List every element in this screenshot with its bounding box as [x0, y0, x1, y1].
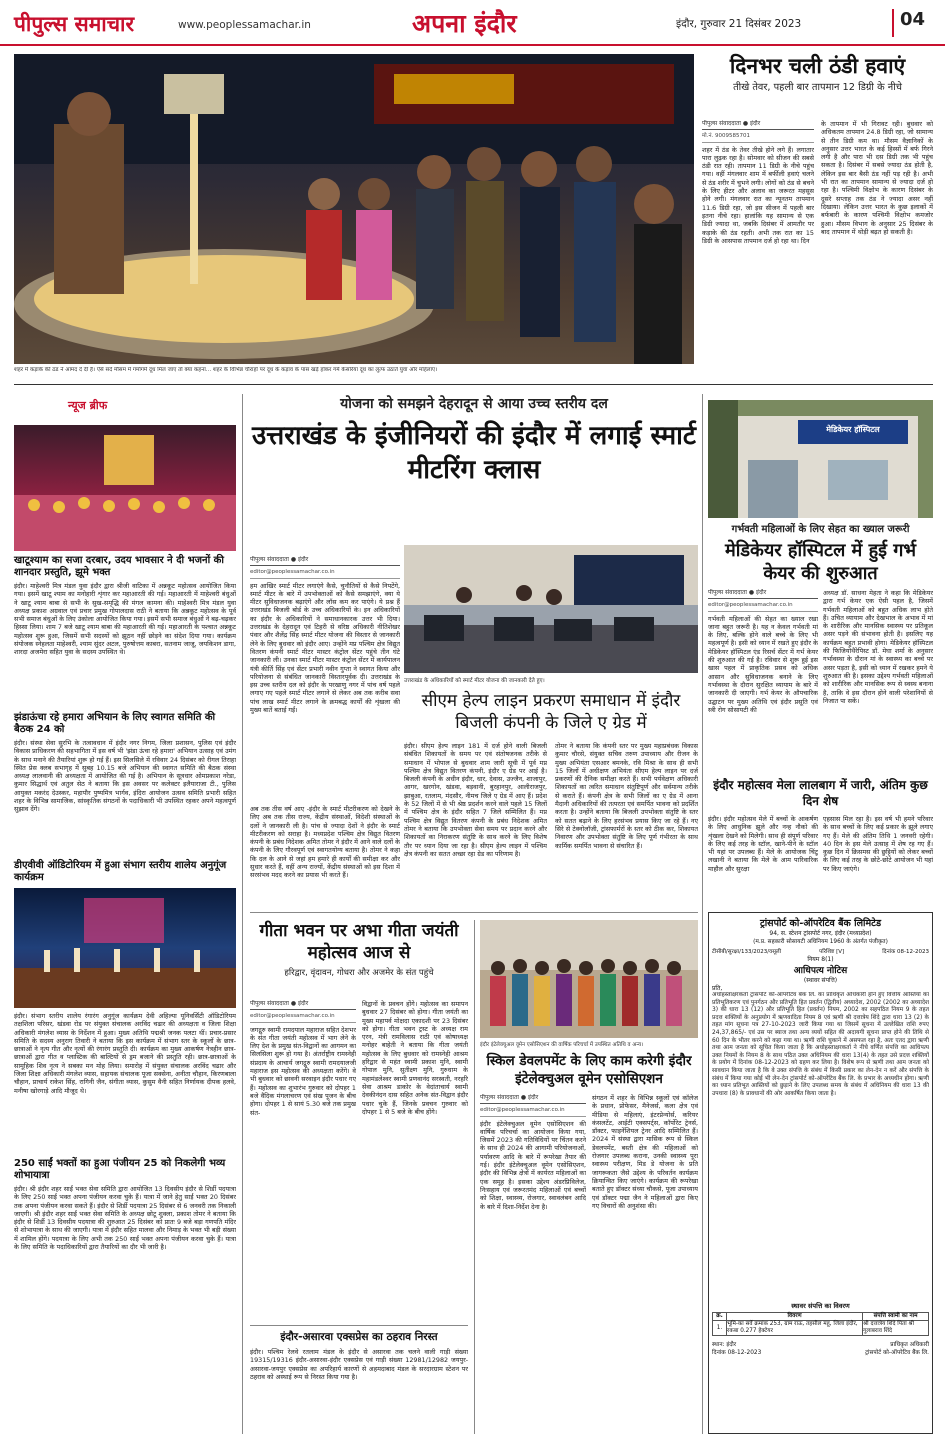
- notice-property-table: [712, 1312, 929, 1336]
- notice-date-top: दिनांक 08-12-2023: [882, 949, 929, 955]
- notice-officer: प्राधिकृत अधिकारी: [890, 1342, 929, 1348]
- notice-col-sn: क्र.: [713, 1313, 727, 1321]
- brief-item3-text: इंदौर। संभाग स्तरीय शालेय रंगारंग अनुगूंज कार्यक्रम देवी अहिल्या यूनिवर्सिटी ऑडिटोरियम तक्षशिला परिसर, खंडवा रोड पर संयुक्त संचालक अरविंद चढार की अध्यक्षता व जिला शिक्षा अधिकारी मंगलेश व्यास के निर्देशन में हुआ। मुख्य अतिथि पद्मश्री जनक पलटा थीं। प्रचार-प्रसार समिति के सदस्य अनुराग तिवारी ने बताया कि इस कार्यक्रम में संभाग स्तर के स्कूलों के छात्र-छात्राओं ने नृत्य गीत और नृत्यों की रंगारंग प्रस्तुति दी। कार्यक्रम का मुख्य आकर्षण नेत्रहीन छात्र-छात्राओं द्वारा गीत व प्लास्टिक की बाल्टियों से ड्रम बजाने की प्रस्तुति रही। छात्र-छात्राओं के सामूहिक शिव नृत्य ने सबका मन मोह लिया। समारोह में संयुक्त संचालक अरविंद चढार और जिला शिक्षा अधिकारी मंगलेश व्यास, सहायक संचालक पूजा सक्सेना, अनीता चौहान, किरणबाला चौहान, प्राचार्य राकेश सिंह, रागिनी जैन, संगीता व्यास, कुसुम वैनी सहित निर्णायक दीपक हलवे, मनीषा खोरगाड़े आदि मौजूद थे।: [14, 1012, 236, 1095]
- weather-subhead: तीखे तेवर, पहली बार तापमान 12 डिग्री के नीचे: [733, 82, 902, 93]
- metering-kicker: योजना को समझने देहरादून से आया उच्च स्तरीय दल: [340, 396, 608, 412]
- newspaper-logo: पीपुल्स समाचार: [14, 11, 135, 36]
- metering-headline: उत्तराखंड के इंजीनियरों की इंदौर में लगाई स्मार्ट मीटरिंग क्लास: [252, 421, 696, 485]
- skill-email[interactable]: editor@peoplessamachar.co.in: [480, 1106, 586, 1116]
- notice-row-prop: भूमि-का सर्वे क्रमांक 253, ग्राम राऊ, तहसील महू, जिला इंदौर, रकबा 0.277 हेक्टेयर: [727, 1321, 863, 1336]
- hospital-building: [708, 400, 933, 518]
- weather-story: [702, 54, 933, 380]
- notice-col-owner: संपत्ति स्वामी का नाम: [863, 1313, 929, 1321]
- notice-row-sn: 1.: [713, 1321, 727, 1336]
- dateline: इंदौर, गुरुवार 21 दिसंबर 2023: [676, 18, 802, 30]
- brief-photo-1: [14, 425, 236, 551]
- news-brief-column: [14, 394, 236, 1434]
- gita-col2: विद्वानों के प्रवचन होंगे। महोत्सव का समापन बुधवार 27 दिसंबर को होगा। गीता जयंती का मुख्य महापर्व मोक्षदा एकादशी पर 23 दिसंबर को होगा। गीता भवन ट्रस्ट के अध्यक्ष राम एरन, मंत्री रामविलास राठी एवं कोषाध्यक्ष मनोहर बाहेती ने बताया कि गीता जयंती महोत्सव के लिए बुधवार को रामस्नेही आश्रम हरिद्वार से महंत स्वामी प्रकाश मुनि, स्वामी गोपाल मुनि, सुतीक्ष्ण मुनि, गुरुधाम के महामंडलेश्वर स्वामी प्रणवानंद सरस्वती, नरहरि सेवा आश्रम डाकोर के वेदांताचार्य स्वामी देवकीनंदन दास सहित अनेक संत-विद्वान इंदौर पधार चुके हैं, जिनके प्रवचन गुरुवार को दोपहर 1 से 5 बजे के बीच होंगे।: [362, 1000, 468, 1116]
- brief-item1-headline: खाटूश्याम का सजा दरबार, उदय भावसार ने दी भजनों की शानदार प्रस्तुति, झूमे भक्त: [14, 555, 224, 578]
- notice-col-prop: विवरण: [727, 1313, 863, 1321]
- gita-subhead: हरिद्वार, वृंदावन, गोधरा और अजमेर के संत पहुंचे: [284, 968, 434, 978]
- news-brief-tag: न्यूज ब्रीफ: [68, 399, 108, 412]
- metering-col1: हम आखिर स्मार्ट मीटर लगाएंगे कैसे, चुनौतियों से कैसे निपटेंगे, स्मार्ट मीटर के बारे में उपभोक्ताओं को कैसे समझाएंगे, क्या ये मीटर सुविधाजनक बढ़ाएंगे और लॉस कम कर पाएंगे। ये प्रश्न हैं उत्तराखंड बिजली बोर्ड के उच्च अधिकारियों के। इन अधिकारियों का इंदौर के अधिकारियों ने समाधानकारक उत्तर भी दिया। उत्तराखंड के देहरादून एवं टिहरी से वरिष्ठ अधिकारी नीतिशेखर पंवार और शैलेंद्र सिंह स्मार्ट मीटर योजना की विस्तार से जानकारी लेने के लिए बुधवार को इंदौर आए। उन्होंने मप्र पश्चिम क्षेत्र विद्युत वितरण कंपनी स्मार्ट मीटर मास्टर कंट्रोल सेंटर पहुंचे तीन घंटे जानकारी ली। उनका स्मार्ट मीटर मास्टर कंट्रोल सेंटर में कार्यपालन यंत्री कीर्ति सिंह एवं सेंटर प्रभारी नवीन गुप्ता ने स्वागत किया और परियोजना से संबंधित जानकारी विस्तारपूर्वक दी। उत्तराखंड के इस उच्च स्तरीय दल को इंदौर के परखाणु नगर में पांच वर्ष पहले लगाए गए पहले स्मार्ट मीटर लगाने से लेकर अब तक करीब सवा पांच लाख स्मार्ट मीटर लगाने के क्रमबद्ध कार्यों की शृंखला की मुख्य बातें बताई गईं।: [250, 581, 400, 715]
- women-group-photo: [480, 920, 698, 1038]
- metering-col2: अब तक तीस वर्ष आए -इंदौर के स्मार्ट मीटरीकरण को देखने के लिए अब तक तीस राज्य, केंद्रीय संस्थाओं, विदेशी संस्थाओं के दलों ने जानकारी ली है। पांच से ज्यादा देशों ने इंदौर के स्मार्ट मीटरीकरण को सराहा है। मध्यप्रदेश पश्चिम क्षेत्र विद्युत वितरण कंपनी के प्रबंध निदेशक अमित तोमर ने इंदौर में आने वाले दलों के कंपनी के लिए गौरवपूर्ण एवं स्वागतयोग्य बताया है। तोमर ने कहा कि दल के आने से जहां हम हमारे ही कार्यों की समीक्षा कर और सुधार करते हैं, वहीं अन्य राज्यों, केंद्रीय संस्थाओं को इस दिशा में सरसंभव मदद करने का प्रयास भी करते हैं।: [250, 805, 400, 880]
- metering-photo-caption: उत्तराखंड के अधिकारियों को स्मार्ट मीटर योजना की जानकारी देते हुए।: [404, 678, 545, 684]
- gita-email[interactable]: editor@peoplessamachar.co.in: [250, 1012, 356, 1022]
- gita-byline: पीपुल्स संवाददाता ● इंदौर: [250, 1000, 356, 1010]
- skill-col1: इंदौर इंटेलेक्चुअल वूमेन एसोसिएशन की वार्षिक परिचर्चा का आयोजन किया गया, जिसमें 2023 की गतिविधियों पर चिंतन करने के साथ ही 2024 की आगामी परियोजनाओं, पर्यावरण आदि के बारे में रूपरेखा तैयार की गई। इंदौर इंटेलेक्चुअल वूमेन एसोसिएशन, इंदौर की विभिन्न क्षेत्रों में कार्यरत महिलाओं का एक समूह है। इसका उद्देश्य अंडरप्रिविलेज, निःसहाय एवं जरूरतमंद महिलाओं एवं बच्चों को शिक्षा, स्वास्थ्य, रोजगार, स्वावलंबन आदि के बारे में दिशा-निर्देश देना है।: [480, 1119, 586, 1211]
- notice-form: परिशिष्ट [V]: [819, 949, 845, 955]
- hospital-headline: मेडिकेयर हॉस्पिटल में हुई गर्भ केयर की शुरुआत: [724, 540, 917, 584]
- weather-col2: के तापमान में भी गिरावट रही। बुधवार को अधिकतम तापमान 24.8 डिग्री रहा, जो सामान्य से तीन डिग्री कम था। मौसम वैज्ञानिकों के अनुसार उत्तर भारत के कई हिस्सों में बर्फ गिरने लगी है और पारा भी दस डिग्री तक भी पहुंच सकता है। दिसंबर में सबसे ज्यादा ठंड होती है, लेकिन इस बार बैसी ठंड नहीं पड़ रही है। अभी भी रात का तापमान सामान्य से ज्यादा दर्ज हो रहा है। पश्चिमी विक्षोभ के कारण दिसंबर के दूसरे सप्ताह तक ठंड ने ज्यादा असर नहीं दिखाया। लेकिन उत्तर भारत के कुछ इलाकों में बर्फबारी के कारण पश्चिमी विक्षोभ कमजोर हुआ। मौसम विभाग के अनुसार 25 दिसंबर के बाद तापमान में थोड़ी बढ़त हो सकती है।: [821, 120, 933, 236]
- page-number: 04: [892, 9, 932, 37]
- notice-place: स्थान: इंदौर: [712, 1342, 737, 1348]
- gita-story: [250, 920, 468, 978]
- skill-photo-caption: इंदौर इंटेलेक्चुअल वूमेन एसोसिएशन की वार्षिक परिचर्चा में उपस्थित अतिथि व अन्य।: [480, 1042, 644, 1048]
- notice-rule: नियम 8(1): [807, 956, 834, 963]
- metering-byline: पीपुल्स संवाददाता ● इंदौर: [250, 556, 400, 566]
- notice-sign-date: दिनांक 08-12-2023: [712, 1350, 762, 1356]
- metering-photo: [404, 545, 698, 673]
- weather-headline: दिनभर चली ठंडी हवाएं: [729, 54, 906, 78]
- hospital-email[interactable]: editor@peoplessamachar.co.in: [708, 601, 818, 611]
- metering-email[interactable]: editor@peoplessamachar.co.in: [250, 568, 400, 578]
- hospital-photo: [708, 400, 933, 518]
- skill-headline: स्किल डेवलपमेंट के लिए काम करेगी इंदौर इंटेलेक्चुअल वूमेन एसोसिएशन: [486, 1053, 692, 1087]
- brief-item4-headline: 250 साईं भक्तों का हुआ पंजीयन 25 को निकलेगी भव्य शोभायात्रा: [14, 1158, 226, 1181]
- section-title: अपना इंदौर: [412, 9, 517, 38]
- lead-photo: [14, 54, 694, 364]
- hospital-kicker: गर्भवती महिलाओं के लिए सेहत का ख्याल जरूरी: [731, 524, 910, 535]
- control-room-scene: [404, 545, 698, 673]
- milk-stall-scene: [14, 54, 694, 364]
- hospital-col2: अध्यक्ष डॉ. साधना मेहता ने कहा कि मेडिकेयर द्वारा गर्भ केयर एक ऐसी पहल है, जिसमें गर्भवती महिलाओं को बहुत अधिक लाभ होते हैं। उचित व्यायाम और देखभाल के अभाव में मां के शारीरिक और मानसिक स्वास्थ्य पर प्रतिकूल असर पड़ने की संभावना होती है। इसलिए यह कार्यक्रम बहुत प्रभावी होगा। मेडिकेयर हॉस्पिटल की फिजियोथैरेपिस्ट डॉ. मेघा शर्मा के अनुसार गर्भावस्था के दौरान मां के स्वास्थ्य का बच्चे पर असर पड़ता है, इसी को ध्यान में रखकर हमने ये शुरुआत की है। इसका उद्देश्य गर्भवती महिलाओं को शारीरिक और मानसिक रूप से स्वस्थ बनाना है, ताकि वे इस दौरान होने वाली परेशानियों से निजात पा सकें।: [823, 589, 933, 705]
- notice-address: 94, स. स्टेशन ट्रांसपोर्ट नगर, इंदौर (मध्यप्रदेश): [769, 930, 872, 937]
- notice-kind: आधिपत्य नोटिस: [793, 966, 848, 976]
- brief-item3-headline: डीएवीवी ऑडिटोरियम में हुआ संभाग स्तरीय शालेय अनुगूंज कार्यक्रम: [14, 860, 227, 883]
- stage-performance: [14, 888, 236, 1008]
- skill-col2: संगठन में शहर के विभिन्न स्कूलों एवं कॉलेज के प्रधान, प्रोफेसर, मैनेजर्स, कला क्षेत्र एवं मीडिया से महिलाएं, इंटरप्रेन्योर्स, करियर कंसलटेंट, आईटी एक्सपर्ट्स, कॉर्पोरेट ट्रेनर्स, डॉक्टर, फाइनेंशियल ट्रेनर आदि सम्मिलित हैं। 2024 में संस्था द्वारा मासिक रूप से स्किल डेवलपमेंट, बस्ती क्षेत्र की महिलाओं को रोजगार उपलब्ध कराना, उनकी स्वास्थ्य पूरा स्वास्थ्य परीक्षण, मिड डे योजना के प्रति जागरूकता जैसे उद्देश्य के परिवर्तन कार्यक्रम क्रियान्वित किए जाएंगे। कार्यक्रम की रूपरेखा बताते हुए डॉक्टर संध्या चौकसे, पूजा उपाध्याय एवं डॉक्टर पद्मा जैन ने महिलाओं द्वारा किए गए विचारों की अनुशंसा की।: [592, 1094, 698, 1210]
- lead-photo-caption: शहर में कड़ाके की ठंड ने आमद दे दी है। ऐसे सर्द मौसम में गर्मागर्म दूध मिल जाए तो क्या कहना... शहर के विभिन्न चौराहों पर दूध के कड़ाव के पास खड़े होकर गर्म केसरिया दूध का लुत्फ उठाते युवा और महिलाएं।: [14, 367, 438, 373]
- hospital-sign: मेडिकेयर हॉस्पिटल: [826, 425, 880, 434]
- gita-col1: जगद्गुरु स्वामी रामदयाल महाराज सहित देशभर के संत गीता जयंती महोत्सव में भाग लेने के लिए देश के प्रमुख संत-विद्वानों का आगमन का सिलसिला शुरू हो गया है। अंतर्राष्ट्रीय रामस्नेही संप्रदाय के आचार्य जगद्गुरु स्वामी रामदयालजी महाराज इस महोत्सव की अध्यक्षता करेंगे। वे भी बुधवार को छावनी सरवाइन इंदौर पधार गए हैं। महोत्सव का शुभारंभ गुरुवार को दोपहर 1 बजे वैदिक मंगलाचरण एवं संख पूजन के बीच होगा। दोपहर 1 से सायं 5.30 बजे तक प्रमुख संत-: [250, 1025, 356, 1117]
- brief-item2-headline: झंडाऊंचा रहे हमारा अभियान के लिए स्वागत समिति की बैठक 24 को: [14, 712, 216, 735]
- gita-headline: गीता भवन पर अभा गीता जयंती महोत्सव आज से: [259, 921, 459, 963]
- notice-title: ट्रांसपोर्ट को-ऑपरेटिव बैंक लिमिटेड: [759, 918, 882, 929]
- brief-item2-text: इंदौर। संस्था सेवा सुरभि के तत्वावधान में इंदौर नगर निगम, जिला प्रशासन, पुलिस एवं इंदौर विकास प्राधिकरण की सहभागिता में इस वर्ष भी 'झंडा ऊंचा रहे हमारा' अभियान उत्साह एवं उमंग के साथ मनाने की तैयारियां शुरू हो गई हैं। इस सिलसिले में रविवार 24 दिसंबर को रीगल तिराहा स्थित प्रेस क्लब सभागृह में सुबह 10.15 बजे अभियान की स्वागत समिति की बैठक संस्था अध्यक्ष लालवानी की अध्यक्षता में आयोजित की गई है। अभियान के सूत्रधार ओमप्रकाश नरेडा, कुमार सिद्धार्थ एवं अतुल सेठ ने बताया कि इस अवसर पर कलेक्टर इलैयाराजा टी., पुलिस आयुक्त मकरंद देउस्कर, महापौर पुष्यमित्र भार्गव, इंदिरा आयोजन उत्सव समिति प्रभारी सहित शहर के विभिन्न सामाजिक, सांस्कृतिक संगठनों के पदाधिकारी भी उपस्थित रहकर अपने महत्वपूर्ण सुझाव देंगे।: [14, 739, 236, 814]
- devotional-gathering: [14, 425, 236, 551]
- weather-mobile: मो.नं. 9009585701: [702, 132, 814, 142]
- hospital-byline: पीपुल्स संवाददाता ● इंदौर: [708, 589, 818, 599]
- mela-headline: इंदौर महोत्सव मेला लालबाग में जारी, अंतिम कुछ दिन शेष: [713, 778, 928, 808]
- notice-kind-sub: (स्थावर संपत्ति): [803, 977, 838, 984]
- notice-officer-bank: ट्रांसपोर्ट को-ऑपरेटिव बैंक लि.: [865, 1350, 929, 1356]
- skill-photo: [480, 920, 698, 1038]
- website-url[interactable]: www.peoplessamachar.in: [178, 19, 311, 31]
- notice-ref: टीसीबी/सुरक्षा/133/2023/वसूली: [712, 949, 782, 955]
- weather-col1: शहर में ठंड के तेवर तीखे होने लगे हैं। लगातार पारा लुढ़क रहा है। सोमवार को सीजन की सबसे ठंडी रात रही। तापमान 11 डिग्री के नीचे पहुंच गया। वहीं मंगलवार शाम में बर्फीली हवाएं चलने से ठंड शरीर में चुभने लगी। लोगों को ठंड से बचने के लिए हीटर और अलाव का जरूरत महसूस होने लगी। मंगलवार रात का न्यूनतम तापमान 11.6 डिग्री रहा, जो इस सीजन में पहली बार इतना नीचे रहा। हालांकि यह सामान्य से एक डिग्री ज्यादा था, जबकि दिसंबर में आमतौर पर कड़ाके की ठंड रहती। अभी तक रात का 15 डिग्री के आसपास तापमान दर्ज हो रहा था। दिन: [702, 145, 814, 245]
- notice-to: प्रति,: [712, 985, 723, 992]
- masthead: [0, 0, 945, 46]
- weather-byline: पीपुल्स संवाददाता ● इंदौर: [702, 120, 814, 130]
- notice-row-owner: श्री दत्तात्रेय शिंदे पिता श्री गुलाबराव शिंदे: [863, 1321, 929, 1336]
- mela-col1: इंदौर। इंदौर महोत्सव मेले में बच्चों के आकर्षण के लिए आधुनिक झूले और नन्ह नौको की शृंखला देखने को मिलेगी। साथ ही संपूर्ण परिवार के लिए कई तरह के स्टॉल, खाने-पीने के स्टॉल भी यहां पर उपलब्ध हैं। मेले के आयोजक चिंटू लखानी ने बताया कि मेले के आम पारिवारिक माहौल और सुरक्षा: [708, 815, 818, 873]
- express-text: इंदौर। पश्चिम रेलवे रतलाम मंडल के इंदौर से असारवा तक चलने वाली गाड़ी संख्या 19315/19316 इंदौर-असारवा-इंदौर एक्सप्रेस एवं गाड़ी संख्या 12981/12982 जयपुर-असारवा-जयपुर एक्सप्रेस का अपरिहार्य कारणों से अहमदाबाद मंडल के सरदारग्राम स्टेशन पर ठहराव को अस्थाई रूप से निरस्त किया गया है।: [250, 1348, 468, 1381]
- cm-col2: तोमर ने बताया कि कंपनी स्तर पर मुख्य महाप्रबंधक विकास कुमार चौरसे, संयुक्त सचिव तरुण उपाध्याय और रीजन के मुख्य अभियंता एसआर बमनके, रवि मिश्रा के साथ ही सभी 15 जिलों में अधीक्षण अभियंता सीएम हेल्प लाइन पर दर्ज प्रकरणों की दैनिक समीक्षा करते हैं। सभी पर्यवेक्षण अधिकारी शिकायतों का त्वरित समाधान संतुष्टिपूर्ण और सर्वमान्य तरीके से कराते हैं। कंपनी क्षेत्र के सभी जिलों का ए ग्रेड में आना मैदानी अधिकारियों की तत्परता एवं समर्पित भावना को प्रदर्शित करता है। उन्होंने बताया कि बिजली उपभोक्ता संतुष्टि के स्तर को सतत बढ़ाने के लिए हरसंभव प्रयास किए जा रहे हैं। नए सिरे से टेक्नोलॉजी, ट्रांसफार्मरों के स्तर को ठीक कर, शिकायत निवारण और उपभोक्ता संतुष्टि के लिए पूर्ण गंभीरता के साथ कार्मिक समर्पित भावना से संचारित हैं।: [555, 742, 698, 850]
- skill-byline: पीपुल्स संवाददाता ● इंदौर: [480, 1094, 586, 1104]
- cm-col1: इंदौर। सीएम हेल्प लाइन 181 में दर्ज होने वाली बिजली संबंधित शिकायतों के समय पर एवं संतोषजनक तरीके से समाधान में भोपाल से बुधवार शाम जारी सूची में पूर्व मप्र पश्चिम क्षेत्र विद्युत वितरण कंपनी, इंदौर ए ग्रेड पर आई है। बिजली कंपनी के अधीन इंदौर, धार, देवास, उज्जैन, शाजापुर, आगर, खरगोन, खंडवा, बड़वानी, बुरहानपुर, आलीराजपुर, झाबुआ, रतलाम, मंदसौर, नीमच जिले ए ग्रेड में आए हैं। प्रदेश के 52 जिलों में से भी श्रेष्ठ प्रदर्शन करने वाले पहले 15 जिलों में पश्चिम क्षेत्र के इंदौर सहित 7 जिले सम्मिलित हैं। मप्र पश्चिम क्षेत्र विद्युत वितरण कंपनी के प्रबंध निदेशक अमित तोमर ने बताया कि उपभोक्ता सेवा समय पर प्रदान करने और शिकायतों का निराकरण संतुष्टि के साथ करने के लिए विशेष तौर पर ध्यान दिया जा रहा है। सीएम हेल्प लाइन में पश्चिम क्षेत्र कंपनी का सतत अच्छा रहा ग्रेड का परिणाम है।: [404, 742, 547, 858]
- mela-col2: एहसास मिल रहा है। इस वर्ष भी हमने परिवार के साथ बच्चों के लिए कई प्रकार के झूले लगाए गए हैं। मेले की अंतिम तिथि 1 जनवरी रहेगी। 40 दिन के इस मेले उत्साह में शेष रह गए हैं। कुछ दिन में क्रिसमस की छुट्टियों को लेकर बच्चों के लिए कई तरह के छोटे-छोटे आयोजन भी यहां पर किए जाएंगे।: [823, 815, 933, 873]
- notice-table-head: स्थावर संपत्ति का विवरण: [791, 1302, 850, 1310]
- brief-item4-text: इंदौर। श्री इंदौर शहर साईं भक्त सेवा समिति द्वारा आयोजित 13 दिवसीय इंदौर से शिर्डी पदयात्रा के लिए 250 साईं भक्त अपना पंजीयन करवा चुके हैं। यात्रा में जाने हेतु साईं भक्त 20 दिसंबर तक अपना पंजीयन करवा सकते हैं। इंदौर से शिर्डी पदयात्रा 25 दिसंबर से 6 जनवरी तक निकाली जाएगी। श्री इंदौर शहर साईं भक्त सेवा समिति के अध्यक्ष छोटू शुक्ला, प्रकाश तोमर ने बताया कि इंदौर से शिर्डी 13 दिवसीय पदयात्रा की शुरुआत 25 दिसंबर को प्रातः 9 बजे बड़ा गणपति मंदिर से शोभायात्रा के साथ की जाएगी। यात्रा में इंदौर सहित मालवा और निमाड़ के भक्त भी बड़ी संख्या में शामिल होंगे। पदयात्रा के लिए अभी तक 250 साईं भक्त अपना पंजीयन करवा चुके हैं। यात्रा के लिए समिति के पदाधिकारियों द्वारा तैयारियों का दौर भी जारी है।: [14, 1185, 236, 1252]
- brief-item1-text: इंदौर। माहेश्वरी मित्र मंडल युवा इंदौर द्वारा श्रीजी वाटिका में अन्नकूट महोत्सव आयोजित किया गया। इसमें खाटू श्याम का मनोहारी शृंगार कर महाआरती की गई। महाआरती में माहेश्वरी बंधुओं ने खाटू श्याम बाबा से सभी के सुख-समृद्धि की मंगल कामना की। माहेश्वरी मित्र मंडल युवा अध्यक्ष प्रकाश अग्रवाल एवं प्रचार प्रमुख गोपालदास राठी ने बताया कि अन्नकूट महोत्सव के पूर्व सभी समाज बंधुओं के लिए उंकोला आयोजित किया गया। इसमें सभी समाज बंधुओं ने बढ़-चढ़कर हिस्सा लिया। शाम 7 बजे खाटू श्याम बाबा की महाआरती की गई। महाआरती के पश्चात अन्नकूट महोत्सव शुरू हुआ, जिसमें सभी सदस्यों को झूठन नहीं छोड़ने का संदेश दिया गया। कार्यक्रम संयोजक स्नेहलता माहेश्वरी, श्याम सुंदर अटल, पुरुषोत्तम काबरा, सतनाम जाजू, जयकिशन डागा, शारदा अजमेरा सहित युवा के सदस्य उपस्थित थे।: [14, 582, 236, 657]
- brief-photo-2: [14, 888, 236, 1008]
- notice-registration: (म.प्र. सहकारी सोसायटी अधिनियम 1960 के अंतर्गत पंजीकृत): [753, 939, 888, 945]
- hospital-col1: गर्भवती महिलाओं की सेहत का ख्याल रखा जाना बहुत जरूरी है। यह न केवल गर्भवती मां के लिए, बल्कि होने वाले बच्चे के लिए भी महत्वपूर्ण है। इसी को ध्यान में रखते हुए इंदौर के मेडिकेयर हॉस्पिटल एंड रिसर्च सेंटर में गर्भ केयर की शुरुआत की गई है। रविवार से शुरू हुई इस खास पहल में प्राकृतिक प्रसव को अधिक आसान और सुविधाजनक बनाने के लिए गर्भावस्था के दौरान सुरक्षित व्यायाम के बारे में जानकारी दी जाएगी। गर्भ केयर के औपचारिक उद्घाटन पर मुख्य अतिथि एवं इंदौर प्रसूति एवं स्त्री रोग सोसायटी की: [708, 614, 818, 714]
- cm-headline: सीएम हेल्प लाइन प्रकरण समाधान में इंदौर बिजली कंपनी के जिले ए ग्रेड में: [421, 691, 681, 733]
- bank-notice: [708, 912, 933, 1434]
- notice-body: अधोहस्ताक्षरकर्ता ट्रांसपोर्ट को-ऑपरेटिव बैंक लि. का प्राधिकृत अधिकारी होने हुए वित्तीय आस्तियों का प्रतिभूतिकरण एवं पुनर्गठन और प्रतिभूति हित प्रवर्तन (द्वितीय) अध्यादेश, 2002 (2002 का अध्यादेश 3) की धारा 13 (12) और प्रतिभूति हित (प्रवर्तन) नियम, 2002 का सहपठित नियम 9 के तहत प्रदत्त शक्तियों के अनुप्रयोग में ऋणवादिता नियम 8 एवं ऋणी श्री दत्तात्रेय शिंदे द्वारा धारा 13 (2) के तहत मांग सूचना पत्र 27-10-2023 जारी किया गया था जिसमें सूचना में उल्लेखित राशि रुपए 24,37,865/- एवं उस पर ब्याज तथा अन्य व्ययों सहित की अदायगी सूचना प्राप्त होने की तिथि से 60 दिन के भीतर करने को कहा गया था। ऋणी राशि चुकाने में असफल रहा है, अतः एतद द्वारा ऋणी तथा आम जनता को सूचित किया जाता है कि अधोहस्ताक्षरकर्ता ने नीचे वर्णित संपत्ति का आधिपत्य उक्त नियमों के नियम 8 के साथ पठित उक्त अधिनियम की धारा 13(4) के तहत उसे प्रदत्त शक्तियों के प्रयोग में दिनांक 08-12-2023 को ग्रहण कर लिया है। विशेष रूप से ऋणी तथा आम जनता को सावधान किया जाता है कि वे उक्त संपत्ति के संबंध में किसी प्रकार का लेन-देन न करें और संपत्ति के संबंध में किया गया कोई भी लेन-देन ट्रांसपोर्ट को-ऑपरेटिव बैंक लि. के प्रभार के अध्यधीन होगा। ऋणी का ध्यान प्रतिभूत आस्तियों को छुड़ाने के लिए उपलब्ध समय के संबंध में अधिनियम की धारा 13 की उपधारा (8) के प्रावधानों की ओर आकर्षित किया जाता है।: [712, 992, 929, 1097]
- express-headline: इंदौर-असारवा एक्सप्रेस का ठहराव निरस्त: [280, 1331, 438, 1343]
- cm-helpline-story: [404, 690, 698, 734]
